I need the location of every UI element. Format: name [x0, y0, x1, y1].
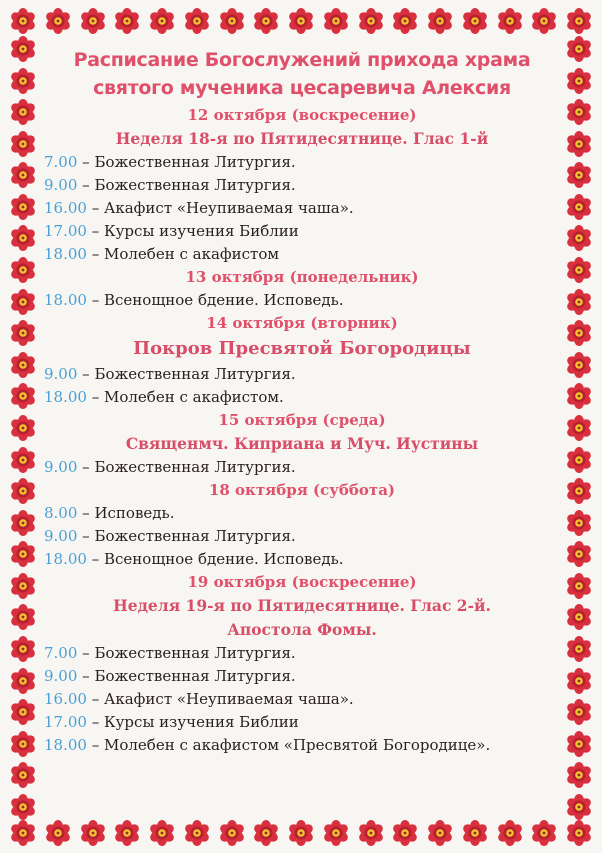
service-dash: –	[86, 291, 104, 309]
service-row	[44, 665, 560, 688]
flower-icon	[10, 194, 36, 220]
flower-icon	[10, 478, 36, 504]
service-name: Акафист «Неупиваемая чаша».	[104, 199, 354, 217]
flower-icon	[531, 820, 557, 846]
service-time: 7.00	[44, 153, 78, 171]
flower-icon	[114, 820, 140, 846]
service-name: Всенощное бдение. Исповедь.	[104, 291, 344, 309]
service-row	[44, 243, 560, 266]
feast-heading: Неделя 18-я по Пятидесятнице. Глас 1-й	[115, 129, 489, 148]
border-bottom	[10, 820, 592, 846]
service-dash: –	[86, 222, 104, 240]
flower-icon	[427, 820, 453, 846]
service-row	[44, 151, 560, 174]
service-time: 17.00	[44, 222, 87, 240]
schedule	[44, 42, 560, 757]
flower-icon	[566, 731, 592, 757]
service-name: Божественная Литургия.	[94, 667, 296, 685]
flower-icon	[566, 289, 592, 315]
flower-icon	[427, 8, 453, 34]
feast-heading: Священмч. Киприана и Муч. Иустины	[125, 434, 479, 453]
service-row	[44, 197, 560, 220]
flower-icon	[10, 99, 36, 125]
service-row	[44, 734, 560, 757]
service-name: Молебен с акафистом «Пресвятой Богородице».	[104, 736, 491, 754]
flower-icon	[497, 820, 523, 846]
flower-icon	[392, 8, 418, 34]
service-dash: –	[86, 736, 104, 754]
service-time: 9.00	[44, 458, 78, 476]
service-row	[44, 688, 560, 711]
day-heading: 13 октября (понедельник)	[185, 268, 419, 286]
service-row	[44, 386, 560, 409]
service-time: 7.00	[44, 644, 78, 662]
flower-icon	[566, 510, 592, 536]
flower-icon	[10, 415, 36, 441]
service-time: 18.00	[44, 550, 87, 568]
title-line-1: Расписание Богослужений прихода храма	[73, 49, 531, 71]
flower-icon	[10, 289, 36, 315]
flower-icon	[566, 668, 592, 694]
flower-icon	[566, 820, 592, 846]
flower-icon	[566, 68, 592, 94]
service-name: Божественная Литургия.	[94, 458, 296, 476]
flower-icon	[10, 820, 36, 846]
flower-icon	[184, 820, 210, 846]
flower-icon	[10, 636, 36, 662]
service-row	[44, 289, 560, 312]
service-row	[44, 525, 560, 548]
service-time: 17.00	[44, 713, 87, 731]
service-dash: –	[86, 550, 104, 568]
service-name: Курсы изучения Библии	[104, 222, 299, 240]
service-name: Божественная Литургия.	[94, 527, 296, 545]
service-dash: –	[77, 458, 95, 476]
flower-icon	[10, 668, 36, 694]
border-left	[10, 36, 36, 820]
flower-icon	[566, 352, 592, 378]
flower-icon	[10, 573, 36, 599]
flower-icon	[45, 820, 71, 846]
flower-icon	[566, 36, 592, 62]
flower-icon	[10, 510, 36, 536]
flower-icon	[566, 447, 592, 473]
service-name: Молебен с акафистом.	[104, 388, 284, 406]
flower-icon	[114, 8, 140, 34]
flower-icon	[566, 478, 592, 504]
flower-icon	[566, 604, 592, 630]
flower-icon	[566, 383, 592, 409]
flower-icon	[323, 820, 349, 846]
flower-icon	[566, 225, 592, 251]
day-heading: 15 октября (среда)	[218, 411, 386, 429]
service-dash: –	[86, 199, 104, 217]
flower-icon	[10, 257, 36, 283]
schedule-list	[44, 104, 560, 757]
flower-icon	[10, 320, 36, 346]
flower-icon	[10, 162, 36, 188]
flower-icon	[253, 8, 279, 34]
service-dash: –	[86, 388, 104, 406]
flower-icon	[566, 415, 592, 441]
flower-icon	[566, 8, 592, 34]
service-name: Божественная Литургия.	[94, 176, 296, 194]
service-row	[44, 642, 560, 665]
flower-icon	[566, 762, 592, 788]
service-dash: –	[77, 153, 95, 171]
flower-icon	[531, 8, 557, 34]
day-heading: 12 октября (воскресение)	[187, 106, 417, 124]
flower-icon	[10, 68, 36, 94]
flower-icon	[10, 131, 36, 157]
flower-icon	[10, 225, 36, 251]
flower-icon	[80, 8, 106, 34]
service-dash: –	[86, 245, 104, 263]
service-dash: –	[86, 713, 104, 731]
service-dash: –	[77, 527, 95, 545]
service-time: 18.00	[44, 245, 87, 263]
service-row	[44, 174, 560, 197]
flower-icon	[10, 383, 36, 409]
flower-icon	[10, 352, 36, 378]
flower-icon	[566, 194, 592, 220]
flower-icon	[80, 820, 106, 846]
flower-icon	[358, 820, 384, 846]
service-row	[44, 502, 560, 525]
flower-icon	[462, 820, 488, 846]
day-heading: 18 октября (суббота)	[208, 481, 396, 499]
service-time: 9.00	[44, 667, 78, 685]
day-heading: 14 октября (вторник)	[206, 314, 398, 332]
service-time: 9.00	[44, 176, 78, 194]
service-name: Божественная Литургия.	[94, 365, 296, 383]
service-time: 9.00	[44, 527, 78, 545]
flower-icon	[566, 99, 592, 125]
service-row	[44, 220, 560, 243]
service-time: 18.00	[44, 291, 87, 309]
service-dash: –	[77, 176, 95, 194]
title-line-2: святого мученика цесаревича Алексия	[93, 77, 511, 99]
service-name: Всенощное бдение. Исповедь.	[104, 550, 344, 568]
flower-icon	[10, 604, 36, 630]
flower-icon	[288, 8, 314, 34]
flower-icon	[10, 36, 36, 62]
flower-icon	[566, 699, 592, 725]
flower-icon	[566, 794, 592, 820]
flower-icon	[219, 8, 245, 34]
feast-heading: Неделя 19-я по Пятидесятнице. Глас 2-й.	[113, 596, 491, 615]
flower-icon	[566, 162, 592, 188]
service-time: 18.00	[44, 736, 87, 754]
service-name: Божественная Литургия.	[94, 153, 296, 171]
service-row	[44, 363, 560, 386]
service-time: 9.00	[44, 365, 78, 383]
flower-icon	[149, 820, 175, 846]
flower-icon	[566, 541, 592, 567]
flower-icon	[10, 447, 36, 473]
flower-icon	[497, 8, 523, 34]
service-time: 18.00	[44, 388, 87, 406]
service-name: Акафист «Неупиваемая чаша».	[104, 690, 354, 708]
service-dash: –	[86, 690, 104, 708]
service-dash: –	[77, 667, 95, 685]
service-dash: –	[77, 504, 95, 522]
service-time: 16.00	[44, 690, 87, 708]
flower-icon	[566, 636, 592, 662]
feast-heading: Апостола Фомы.	[227, 620, 377, 639]
flower-icon	[10, 762, 36, 788]
flower-icon	[462, 8, 488, 34]
page-title	[44, 46, 560, 102]
flower-icon	[288, 820, 314, 846]
service-row	[44, 456, 560, 479]
flower-icon	[253, 820, 279, 846]
service-time: 8.00	[44, 504, 78, 522]
flower-icon	[392, 820, 418, 846]
service-dash: –	[77, 644, 95, 662]
service-name: Курсы изучения Библии	[104, 713, 299, 731]
service-name: Молебен с акафистом	[104, 245, 280, 263]
flower-icon	[10, 541, 36, 567]
flower-icon	[10, 8, 36, 34]
flower-icon	[149, 8, 175, 34]
border-right	[566, 36, 592, 820]
flower-icon	[184, 8, 210, 34]
flower-icon	[219, 820, 245, 846]
service-row	[44, 711, 560, 734]
flower-icon	[10, 731, 36, 757]
flower-icon	[358, 8, 384, 34]
day-heading: 19 октября (воскресение)	[187, 573, 417, 591]
flower-icon	[566, 573, 592, 599]
flower-icon	[323, 8, 349, 34]
flower-icon	[566, 257, 592, 283]
service-name: Исповедь.	[94, 504, 175, 522]
flower-icon	[566, 131, 592, 157]
feast-heading: Покров Пресвятой Богородицы	[133, 338, 471, 359]
flower-icon	[566, 320, 592, 346]
flower-icon	[10, 794, 36, 820]
service-dash: –	[77, 365, 95, 383]
border-top	[10, 8, 592, 34]
flower-icon	[10, 699, 36, 725]
service-name: Божественная Литургия.	[94, 644, 296, 662]
service-row	[44, 548, 560, 571]
service-time: 16.00	[44, 199, 87, 217]
flower-icon	[45, 8, 71, 34]
